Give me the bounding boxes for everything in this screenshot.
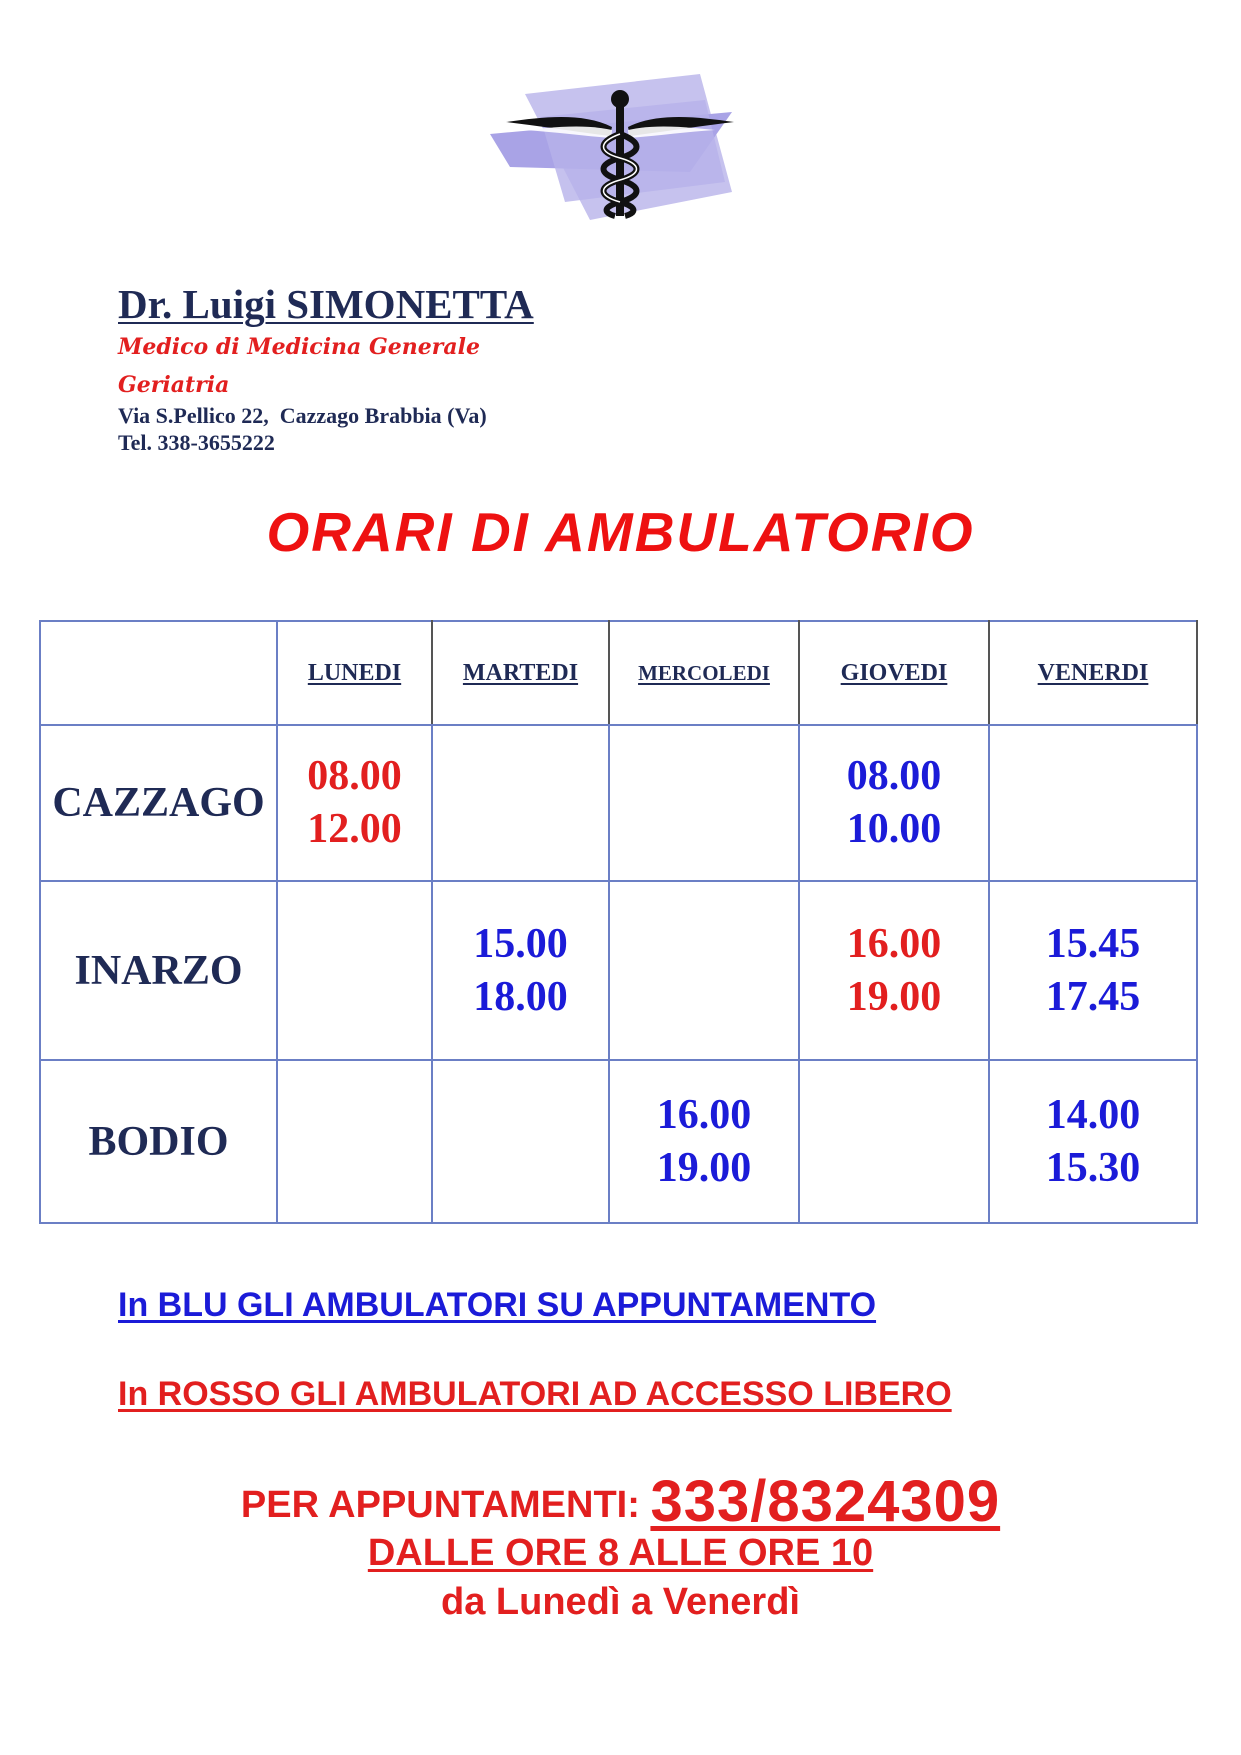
day-header: VENERDI (1037, 659, 1149, 686)
location-cell (40, 725, 277, 881)
doctor-header (118, 282, 534, 456)
empty-slot-cell (277, 1060, 432, 1223)
schedule-row-cazzago (40, 725, 1197, 881)
appointment-phone-number: 333/8324309 (650, 1469, 1001, 1534)
schedule-header-row (40, 621, 1197, 725)
slot-cell (989, 1060, 1197, 1223)
slot-start-time: 14.00 (1045, 1091, 1141, 1138)
slot-cell (432, 881, 609, 1060)
day-header-cell (989, 621, 1197, 725)
slot-cell (277, 725, 432, 881)
slot-start-time: 15.45 (1045, 920, 1141, 967)
empty-slot-cell (277, 881, 432, 1060)
day-header-cell (432, 621, 609, 725)
day-header: MARTEDI (462, 659, 579, 686)
appointment-label: PER APPUNTAMENTI: (240, 1484, 651, 1526)
day-header-cell (609, 621, 799, 725)
corner-cell (40, 621, 277, 725)
day-header-cell (277, 621, 432, 725)
caduceus-logo-icon (470, 72, 770, 222)
doctor-address: Via S.Pellico 22, Cazzago Brabbia (Va) (118, 403, 487, 428)
location-cell (40, 881, 277, 1060)
empty-slot-cell (432, 1060, 609, 1223)
slot-end-time: 19.00 (656, 1144, 752, 1191)
day-header: GIOVEDI (840, 659, 948, 686)
slot-end-time: 10.00 (846, 806, 942, 852)
slot-start-time: 08.00 (846, 753, 942, 799)
slot-end-time: 12.00 (307, 806, 402, 852)
slot-start-time: 08.00 (307, 753, 402, 799)
empty-slot-cell (989, 725, 1197, 881)
doctor-name: Dr. Luigi SIMONETTA (118, 281, 534, 327)
legend-appointment-blue: In BLU GLI AMBULATORI SU APPUNTAMENTO (118, 1286, 877, 1324)
day-header-cell (799, 621, 989, 725)
slot-cell (609, 1060, 799, 1223)
location-name: BODIO (88, 1118, 229, 1165)
schedule-table (39, 620, 1198, 1224)
slot-cell (989, 881, 1197, 1060)
slot-cell (799, 881, 989, 1060)
schedule-row-bodio (40, 1060, 1197, 1223)
schedule-row-inarzo (40, 881, 1197, 1060)
slot-start-time: 16.00 (846, 920, 942, 967)
slot-start-time: 16.00 (656, 1091, 752, 1138)
empty-slot-cell (799, 1060, 989, 1223)
day-header: LUNEDI (307, 659, 402, 686)
legend-free-access-red: In ROSSO GLI AMBULATORI AD ACCESSO LIBERO (118, 1375, 952, 1413)
slot-end-time: 18.00 (473, 973, 568, 1020)
slot-end-time: 19.00 (846, 973, 942, 1020)
empty-slot-cell (432, 725, 609, 881)
appointment-line (0, 1468, 1241, 1535)
day-header: MERCOLEDI (638, 660, 770, 685)
page-title: ORARI DI AMBULATORIO (266, 501, 975, 563)
slot-cell (799, 725, 989, 881)
doctor-phone: Tel. 338-3655222 (118, 430, 275, 455)
slot-end-time: 17.45 (1045, 973, 1141, 1020)
empty-slot-cell (609, 725, 799, 881)
location-cell (40, 1060, 277, 1223)
slot-start-time: 15.00 (473, 920, 568, 967)
slot-end-time: 15.30 (1045, 1144, 1141, 1191)
appointment-days: da Lunedì a Venerdì (441, 1581, 800, 1623)
appointment-hours: DALLE ORE 8 ALLE ORE 10 (367, 1532, 874, 1574)
location-name: CAZZAGO (52, 780, 265, 826)
specialty-general-medicine: Medico di Medicina Generale (118, 334, 480, 360)
empty-slot-cell (609, 881, 799, 1060)
location-name: INARZO (74, 947, 243, 994)
specialty-geriatrics: Geriatria (118, 372, 230, 398)
